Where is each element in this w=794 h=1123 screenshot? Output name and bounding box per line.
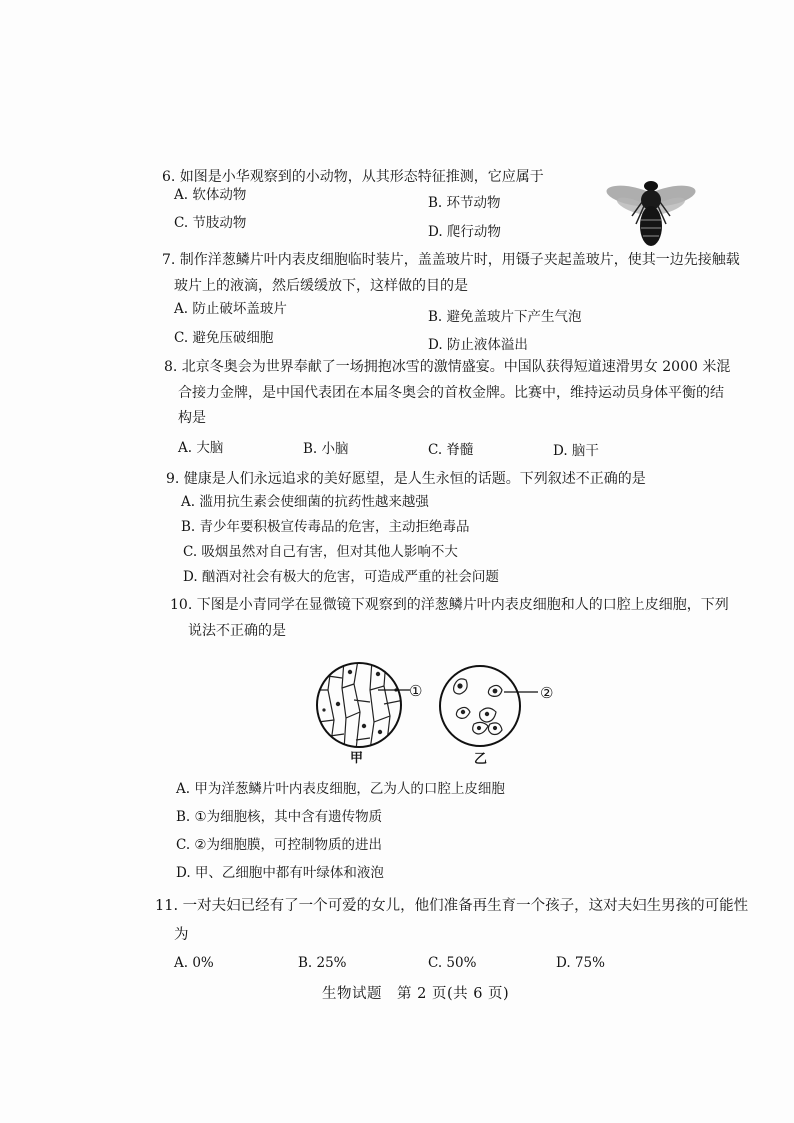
q8-stem-line2: 合接力金牌，是中国代表团在本届冬奥会的首枚金牌。比赛中，维持运动员身体平衡的结 <box>178 385 724 401</box>
q8-stem-line1: 8. 北京冬奥会为世界奉献了一场拥抱冰雪的激情盛宴。中国队获得短道速滑男女 2000 米混 <box>164 359 731 375</box>
q7-stem-line2: 玻片上的液滴，然后缓缓放下，这样做的目的是 <box>174 278 468 294</box>
q11-stem-line1: 11. 一对夫妇已经有了一个可爱的女儿，他们准备再生育一个孩子，这对夫妇生男孩的可能性 <box>155 898 749 914</box>
q9-option-c: C. 吸烟虽然对自己有害，但对其他人影响不大 <box>183 544 458 560</box>
q11-option-c: C. 50% <box>428 955 477 971</box>
q10-option-a: A. 甲为洋葱鳞片叶内表皮细胞，乙为人的口腔上皮细胞 <box>176 781 505 797</box>
q7-option-b: B. 避免盖玻片下产生气泡 <box>428 309 582 325</box>
q9-option-d: D. 酗酒对社会有极大的危害，可造成严重的社会问题 <box>183 569 499 585</box>
q9-option-b: B. 青少年要积极宣传毒品的危害，主动拒绝毒品 <box>181 519 470 535</box>
q7-option-a: A. 防止破坏盖玻片 <box>174 301 287 317</box>
q10-stem-line1: 10. 下图是小青同学在显微镜下观察到的洋葱鳞片叶内表皮细胞和人的口腔上皮细胞，下列 <box>170 597 729 613</box>
label-marker-2: ② <box>540 684 554 702</box>
q11-option-d: D. 75% <box>556 955 605 971</box>
label-marker-1: ① <box>409 682 423 700</box>
figure-label-jia: 甲 <box>350 751 364 766</box>
q8-option-c: C. 脊髓 <box>428 442 474 458</box>
q11-option-b: B. 25% <box>298 955 347 971</box>
q6-option-c: C. 节肢动物 <box>174 215 247 231</box>
q8-option-a: A. 大脑 <box>178 440 224 456</box>
q9-option-a: A. 滥用抗生素会使细菌的抗药性越来越强 <box>181 494 429 510</box>
q7-option-c: C. 避免压破细胞 <box>174 330 274 346</box>
q10-option-b: B. ①为细胞核，其中含有遗传物质 <box>176 809 383 825</box>
q6-option-b: B. 环节动物 <box>428 195 501 211</box>
onion-cell-figure <box>314 660 414 750</box>
q8-stem-line3: 构是 <box>178 410 206 426</box>
q10-stem-line2: 说法不正确的是 <box>188 623 286 639</box>
q7-stem-line1: 7. 制作洋葱鳞片叶内表皮细胞临时装片，盖盖玻片时，用镊子夹起盖玻片，使其一边先接触载 <box>162 252 740 268</box>
q7-option-d: D. 防止液体溢出 <box>428 337 528 353</box>
q9-stem: 9. 健康是人们永远追求的美好愿望，是人生永恒的话题。下列叙述不正确的是 <box>166 471 646 487</box>
q10-option-c: C. ②为细胞膜，可控制物质的进出 <box>176 837 383 853</box>
q11-option-a: A. 0% <box>174 955 214 971</box>
cheek-cell-figure <box>438 664 548 754</box>
q6-option-a: A. 软体动物 <box>174 187 247 203</box>
bee-icon <box>604 180 698 252</box>
q6-stem: 6. 如图是小华观察到的小动物，从其形态特征推测，它应属于 <box>162 169 544 185</box>
q11-stem-line2: 为 <box>174 927 189 943</box>
page-footer: 生物试题 第 2 页(共 6 页) <box>322 986 510 1002</box>
figure-label-yi: 乙 <box>474 752 488 767</box>
q8-option-b: B. 小脑 <box>303 441 349 457</box>
q10-option-d: D. 甲、乙细胞中都有叶绿体和液泡 <box>176 865 384 881</box>
q8-option-d: D. 脑干 <box>553 443 599 459</box>
q6-option-d: D. 爬行动物 <box>428 224 501 240</box>
